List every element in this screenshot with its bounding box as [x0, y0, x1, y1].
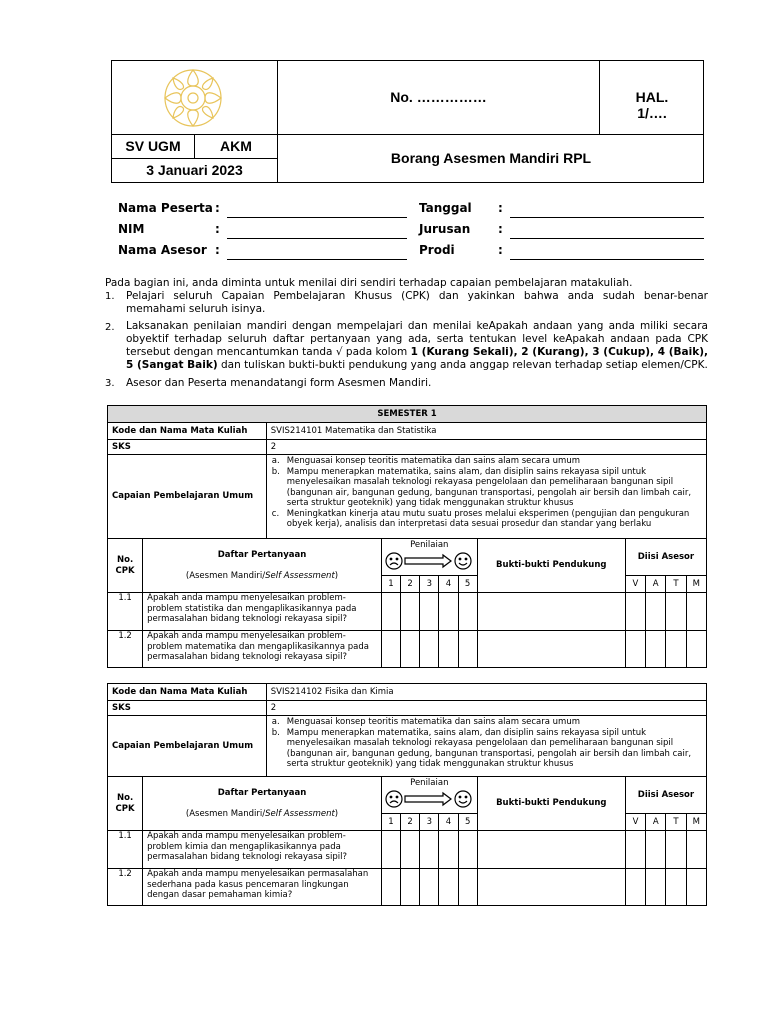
score-4-cell[interactable] — [439, 631, 458, 668]
score-1-cell[interactable] — [381, 631, 400, 668]
a-cell[interactable] — [646, 869, 666, 906]
score-5-header: 5 — [458, 814, 477, 831]
form-number: No. …………… — [390, 89, 487, 105]
assessor-name-field[interactable] — [227, 259, 407, 260]
score-5-cell[interactable] — [458, 593, 477, 631]
evidence-cell[interactable] — [477, 831, 625, 869]
score-4-header: 4 — [439, 576, 458, 593]
rating-header: Penilaian — [381, 777, 477, 814]
a-cell[interactable] — [646, 831, 666, 869]
t-cell[interactable] — [666, 869, 686, 906]
sks-value: 2 — [266, 701, 706, 716]
score-4-cell[interactable] — [439, 593, 458, 631]
form-header — [111, 60, 704, 183]
cpu-item: c. Meningkatkan kinerja atau mutu suatu proses melalui eksperimen (pengujian dan pengukuran obyek kerja), analisis dan interpretasi data sesuai prosedur dan standar yang berlaku — [271, 508, 690, 529]
score-2-cell[interactable] — [401, 593, 420, 631]
evidence-header: Bukti-bukti Pendukung — [477, 539, 625, 593]
cpu-list — [266, 455, 706, 539]
questions-header: Daftar Pertanyaan (Asesmen Mandiri/Self Assessment) — [143, 777, 382, 831]
question-text: Apakah anda mampu menyelesaikan problem-problem kimia dan mengaplikasikannya pada permasalahan bidang teknologi rekayasa sipil? — [143, 831, 382, 869]
table-row — [108, 631, 707, 668]
form-title: Borang Asesmen Mandiri RPL — [390, 150, 592, 166]
cpu-item: a. Menguasai konsep teoritis matematika dan sains alam secara umum — [271, 456, 580, 466]
score-1-header: 1 — [381, 814, 400, 831]
v-cell[interactable] — [625, 593, 645, 631]
no-cpk-header: No. CPK — [108, 777, 143, 831]
m-cell[interactable] — [686, 593, 706, 631]
evidence-cell[interactable] — [477, 631, 625, 668]
score-2-cell[interactable] — [401, 869, 420, 906]
score-5-header: 5 — [458, 576, 477, 593]
participant-name-sep: : — [215, 201, 220, 215]
m-cell[interactable] — [686, 831, 706, 869]
score-5-cell[interactable] — [458, 869, 477, 906]
question-number: 1.2 — [108, 869, 143, 906]
t-cell[interactable] — [666, 631, 686, 668]
evidence-cell[interactable] — [477, 869, 625, 906]
instruction-1-num: 1. — [105, 291, 115, 302]
m-header: M — [686, 814, 706, 831]
form-date: 3 Januari 2023 — [146, 162, 243, 178]
department-sep: : — [498, 222, 503, 236]
v-cell[interactable] — [625, 631, 645, 668]
t-cell[interactable] — [666, 831, 686, 869]
course-code-label: Kode dan Nama Mata Kuliah — [108, 684, 267, 701]
score-3-cell[interactable] — [420, 631, 439, 668]
score-3-header: 3 — [420, 814, 439, 831]
t-header: T — [666, 576, 686, 593]
questions-header: Daftar Pertanyaan (Asesmen Mandiri/Self Assessment) — [143, 539, 382, 593]
instruction-1-text: Pelajari seluruh Capaian Pembelajaran Khusus (CPK) dan yakinkan bahwa anda sudah benar-benar memahami seluruh isinya. — [126, 290, 708, 315]
cpu-label: Capaian Pembelajaran Umum — [108, 716, 267, 777]
page-label: HAL. — [635, 89, 669, 105]
score-5-cell[interactable] — [458, 831, 477, 869]
instruction-2-text: Laksanakan penilaian mandiri dengan mempelajari dan menilai keApakah andaan yang anda miliki secara obyektif terhadap seluruh daftar pertanyaan yang ada, serta tentukan level keApakah andaan pada CPK tersebut dengan mencantumkan tanda √ pada kolom 1 (Kurang Sekali), 2 (Kurang), 3 (Cukup), 4 (Baik), 5 (Sangat Baik) dan tuliskan bukti-bukti pendukung yang anda anggap relevan terhadap setiap elemen/CPK. — [126, 320, 709, 371]
instructions-intro: Pada bagian ini, anda diminta untuk menilai diri sendiri terhadap capaian pembelajaran matakuliah. — [105, 277, 633, 289]
question-text: Apakah anda mampu menyelesaikan permasalahan sederhana pada kasus pencemaran lingkungan dengan dasar pemahaman kimia? — [143, 869, 382, 906]
table-row — [108, 869, 707, 906]
instruction-3-num: 3. — [105, 378, 115, 389]
participant-name-field[interactable] — [227, 217, 407, 218]
assessor-header: Diisi Asesor — [625, 539, 706, 576]
program-field[interactable] — [510, 259, 704, 260]
assessor-header: Diisi Asesor — [625, 777, 706, 814]
score-3-cell[interactable] — [420, 831, 439, 869]
score-3-cell[interactable] — [420, 593, 439, 631]
question-number: 1.1 — [108, 831, 143, 869]
nim-sep: : — [215, 222, 220, 236]
evidence-cell[interactable] — [477, 593, 625, 631]
course-table-2 — [107, 683, 707, 906]
m-header: M — [686, 576, 706, 593]
score-5-cell[interactable] — [458, 631, 477, 668]
course-code-value: SVIS214101 Matematika dan Statistika — [266, 423, 706, 440]
v-cell[interactable] — [625, 831, 645, 869]
score-1-cell[interactable] — [381, 831, 400, 869]
ugm-seal-icon — [162, 67, 224, 129]
score-2-cell[interactable] — [401, 631, 420, 668]
nim-field[interactable] — [227, 238, 407, 239]
v-header: V — [625, 814, 645, 831]
institution: SV UGM — [125, 138, 181, 154]
program-label: Prodi — [419, 243, 455, 257]
no-cpk-header: No. CPK — [108, 539, 143, 593]
cpu-item: b. Mampu menerapkan matematika, sains alam, dan disiplin sains rekayasa sipil untuk menyelesaikan masalah teknologi rekayasa pengelolaan dan pemeliharaan bangunan sipil (bangunan air, bangunan gedung, bangunan transportasi, pengolah air bersih dan limbah cair, serta struktur geoteknik) yang tidak menggunakan struktur khusus — [271, 727, 692, 769]
score-2-cell[interactable] — [401, 831, 420, 869]
v-cell[interactable] — [625, 869, 645, 906]
score-4-header: 4 — [439, 814, 458, 831]
score-4-cell[interactable] — [439, 869, 458, 906]
score-3-header: 3 — [420, 576, 439, 593]
t-cell[interactable] — [666, 593, 686, 631]
m-cell[interactable] — [686, 631, 706, 668]
department-label: Jurusan — [419, 222, 471, 236]
a-cell[interactable] — [646, 631, 666, 668]
participant-name-label: Nama Peserta — [118, 201, 213, 215]
evidence-header: Bukti-bukti Pendukung — [477, 777, 625, 831]
a-header: A — [646, 576, 666, 593]
assessor-name-sep: : — [215, 243, 220, 257]
v-header: V — [625, 576, 645, 593]
question-number: 1.1 — [108, 593, 143, 631]
score-1-cell[interactable] — [381, 869, 400, 906]
t-header: T — [666, 814, 686, 831]
course-code-label: Kode dan Nama Mata Kuliah — [108, 423, 267, 440]
program-sep: : — [498, 243, 503, 257]
question-number: 1.2 — [108, 631, 143, 668]
date-sep: : — [498, 201, 503, 215]
score-1-cell[interactable] — [381, 593, 400, 631]
score-2-header: 2 — [401, 814, 420, 831]
sks-label: SKS — [108, 701, 267, 716]
department-field[interactable] — [510, 238, 704, 239]
a-cell[interactable] — [646, 593, 666, 631]
a-header: A — [646, 814, 666, 831]
page-value: 1/…. — [637, 105, 667, 121]
cpu-item: b. Mampu menerapkan matematika, sains alam, dan disiplin sains rekayasa sipil untuk menyelesaikan masalah teknologi rekayasa pengelolaan dan pemeliharaan bangunan sipil (bangunan air, bangunan gedung, bangunan transportasi, pengolah air bersih dan limbah cair, serta struktur geoteknik) yang tidak menggunakan struktur khusus — [271, 466, 692, 508]
score-1-header: 1 — [381, 576, 400, 593]
cpu-list — [266, 716, 706, 777]
course-code-value: SVIS214102 Fisika dan Kimia — [266, 684, 706, 701]
sks-label: SKS — [108, 440, 267, 455]
instruction-3-text: Asesor dan Peserta menandatangi form Asesmen Mandiri. — [126, 377, 432, 389]
unit: AKM — [220, 138, 252, 154]
date-field[interactable] — [510, 217, 704, 218]
table-row — [108, 831, 707, 869]
course-table-1 — [107, 405, 707, 668]
assessor-name-label: Nama Asesor — [118, 243, 207, 257]
sad-to-happy-scale-icon — [385, 789, 473, 809]
score-4-cell[interactable] — [439, 831, 458, 869]
sks-value: 2 — [266, 440, 706, 455]
question-text: Apakah anda mampu menyelesaikan problem-problem statistika dan mengaplikasikannya pada permasalahan bidang teknologi rekayasa sipil? — [143, 593, 382, 631]
sad-to-happy-scale-icon — [385, 551, 473, 571]
table-row — [108, 593, 707, 631]
question-text: Apakah anda mampu menyelesaikan problem-problem matematika dan mengaplikasikannya pada permasalahan bidang teknologi rekayasa sipil? — [143, 631, 382, 668]
date-label: Tanggal — [419, 201, 472, 215]
m-cell[interactable] — [686, 869, 706, 906]
score-2-header: 2 — [401, 576, 420, 593]
cpu-item: a. Menguasai konsep teoritis matematika dan sains alam secara umum — [271, 717, 580, 727]
cpu-label: Capaian Pembelajaran Umum — [108, 455, 267, 539]
nim-label: NIM — [118, 222, 145, 236]
rating-header: Penilaian — [381, 539, 477, 576]
semester-title: SEMESTER 1 — [108, 406, 707, 423]
instruction-2-num: 2. — [105, 322, 115, 333]
score-3-cell[interactable] — [420, 869, 439, 906]
